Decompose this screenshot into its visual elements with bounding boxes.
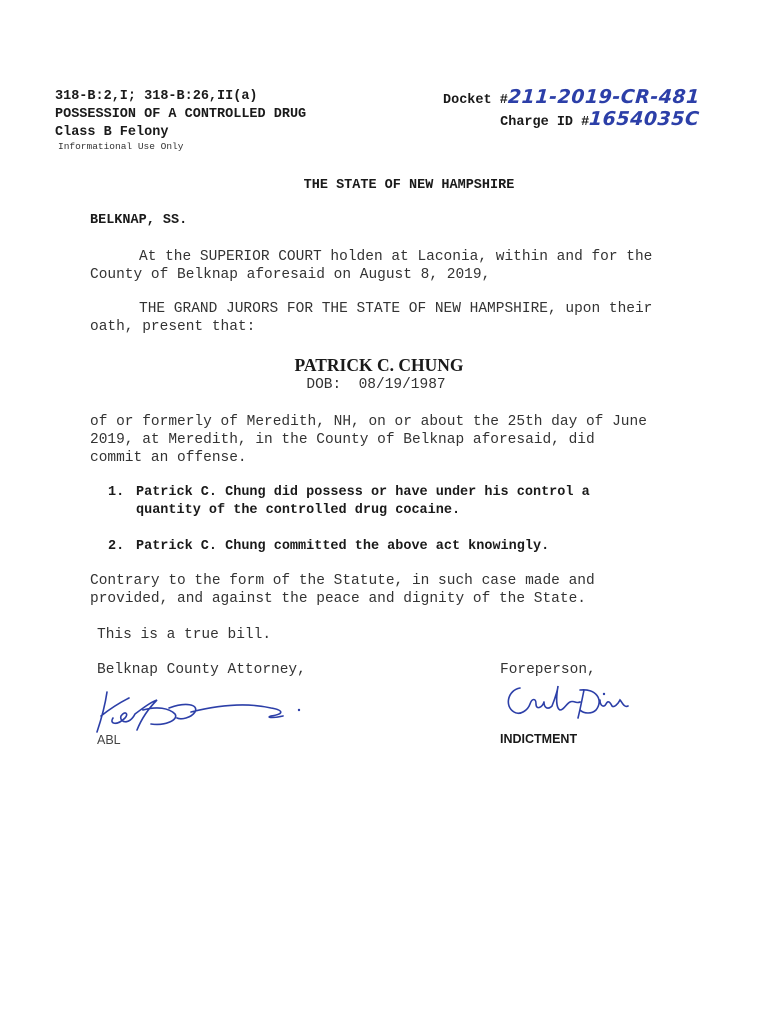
true-bill: This is a true bill. [97, 627, 272, 643]
charges-list [108, 484, 590, 574]
offense-line-2: 2019, at Meredith, in the County of Belknap aforesaid, did [90, 432, 595, 448]
jurors-line-2: oath, present that: [90, 319, 256, 335]
docket-row [443, 88, 700, 110]
jurors-paragraph [90, 300, 652, 336]
charge-text-line: Patrick C. Chung committed the above act knowingly. [136, 539, 550, 554]
charge-id: 1654035C [588, 108, 701, 130]
court-line-2: County of Belknap aforesaid on August 8, 2019, [90, 267, 491, 283]
jurors-line-1: THE GRAND JURORS FOR THE STATE OF NEW HAMPSHIRE, upon their [139, 301, 653, 317]
offense-paragraph [90, 413, 647, 467]
county-attorney-label: Belknap County Attorney, [97, 662, 306, 678]
statute-line: 318-B:2,I; 318-B:26,II(a) [55, 89, 258, 104]
offense-line-1: of or formerly of Meredith, NH, on or about the 25th day of June [90, 414, 647, 430]
document-title: THE STATE OF NEW HAMPSHIRE [303, 178, 515, 193]
docket-block [443, 88, 700, 132]
court-line-1: At the SUPERIOR COURT holden at Laconia, within and for the [139, 249, 653, 265]
charge-item [108, 538, 590, 556]
dob-value: 08/19/1987 [358, 377, 446, 393]
docket-label: Docket # [443, 93, 508, 108]
charge-number: 1. [108, 485, 125, 500]
charge-text-line: Patrick C. Chung did possess or have under his control a [136, 485, 590, 500]
foreperson-label: Foreperson, [500, 662, 596, 678]
abl-initials: ABL [97, 733, 121, 747]
venue: BELKNAP, SS. [90, 213, 188, 228]
indictment-label: INDICTMENT [500, 732, 578, 746]
charge-label: Charge ID # [500, 115, 590, 130]
defendant-name: PATRICK C. CHUNG [294, 355, 464, 375]
felony-class: Class B Felony [55, 125, 169, 140]
informational-note: Informational Use Only [58, 141, 184, 152]
contrary-paragraph [90, 572, 595, 608]
foreperson-signature [500, 680, 640, 724]
attorney-signature [95, 688, 315, 738]
contrary-line-2: provided, and against the peace and dignity of the State. [90, 591, 586, 607]
offense-title: POSSESSION OF A CONTROLLED DRUG [55, 107, 307, 122]
charge-number: 2. [108, 539, 125, 554]
contrary-line-1: Contrary to the form of the Statute, in such case made and [90, 573, 595, 589]
charge-item [108, 484, 590, 520]
offense-line-3: commit an offense. [90, 450, 247, 466]
dob-label: DOB: [306, 377, 342, 393]
court-paragraph [90, 248, 652, 284]
docket-number: 211-2019-CR-481 [507, 86, 701, 108]
statute-block [55, 88, 306, 142]
charge-row [443, 110, 700, 132]
charge-text-line: quantity of the controlled drug cocaine. [136, 503, 461, 518]
defendant-dob [0, 377, 752, 393]
